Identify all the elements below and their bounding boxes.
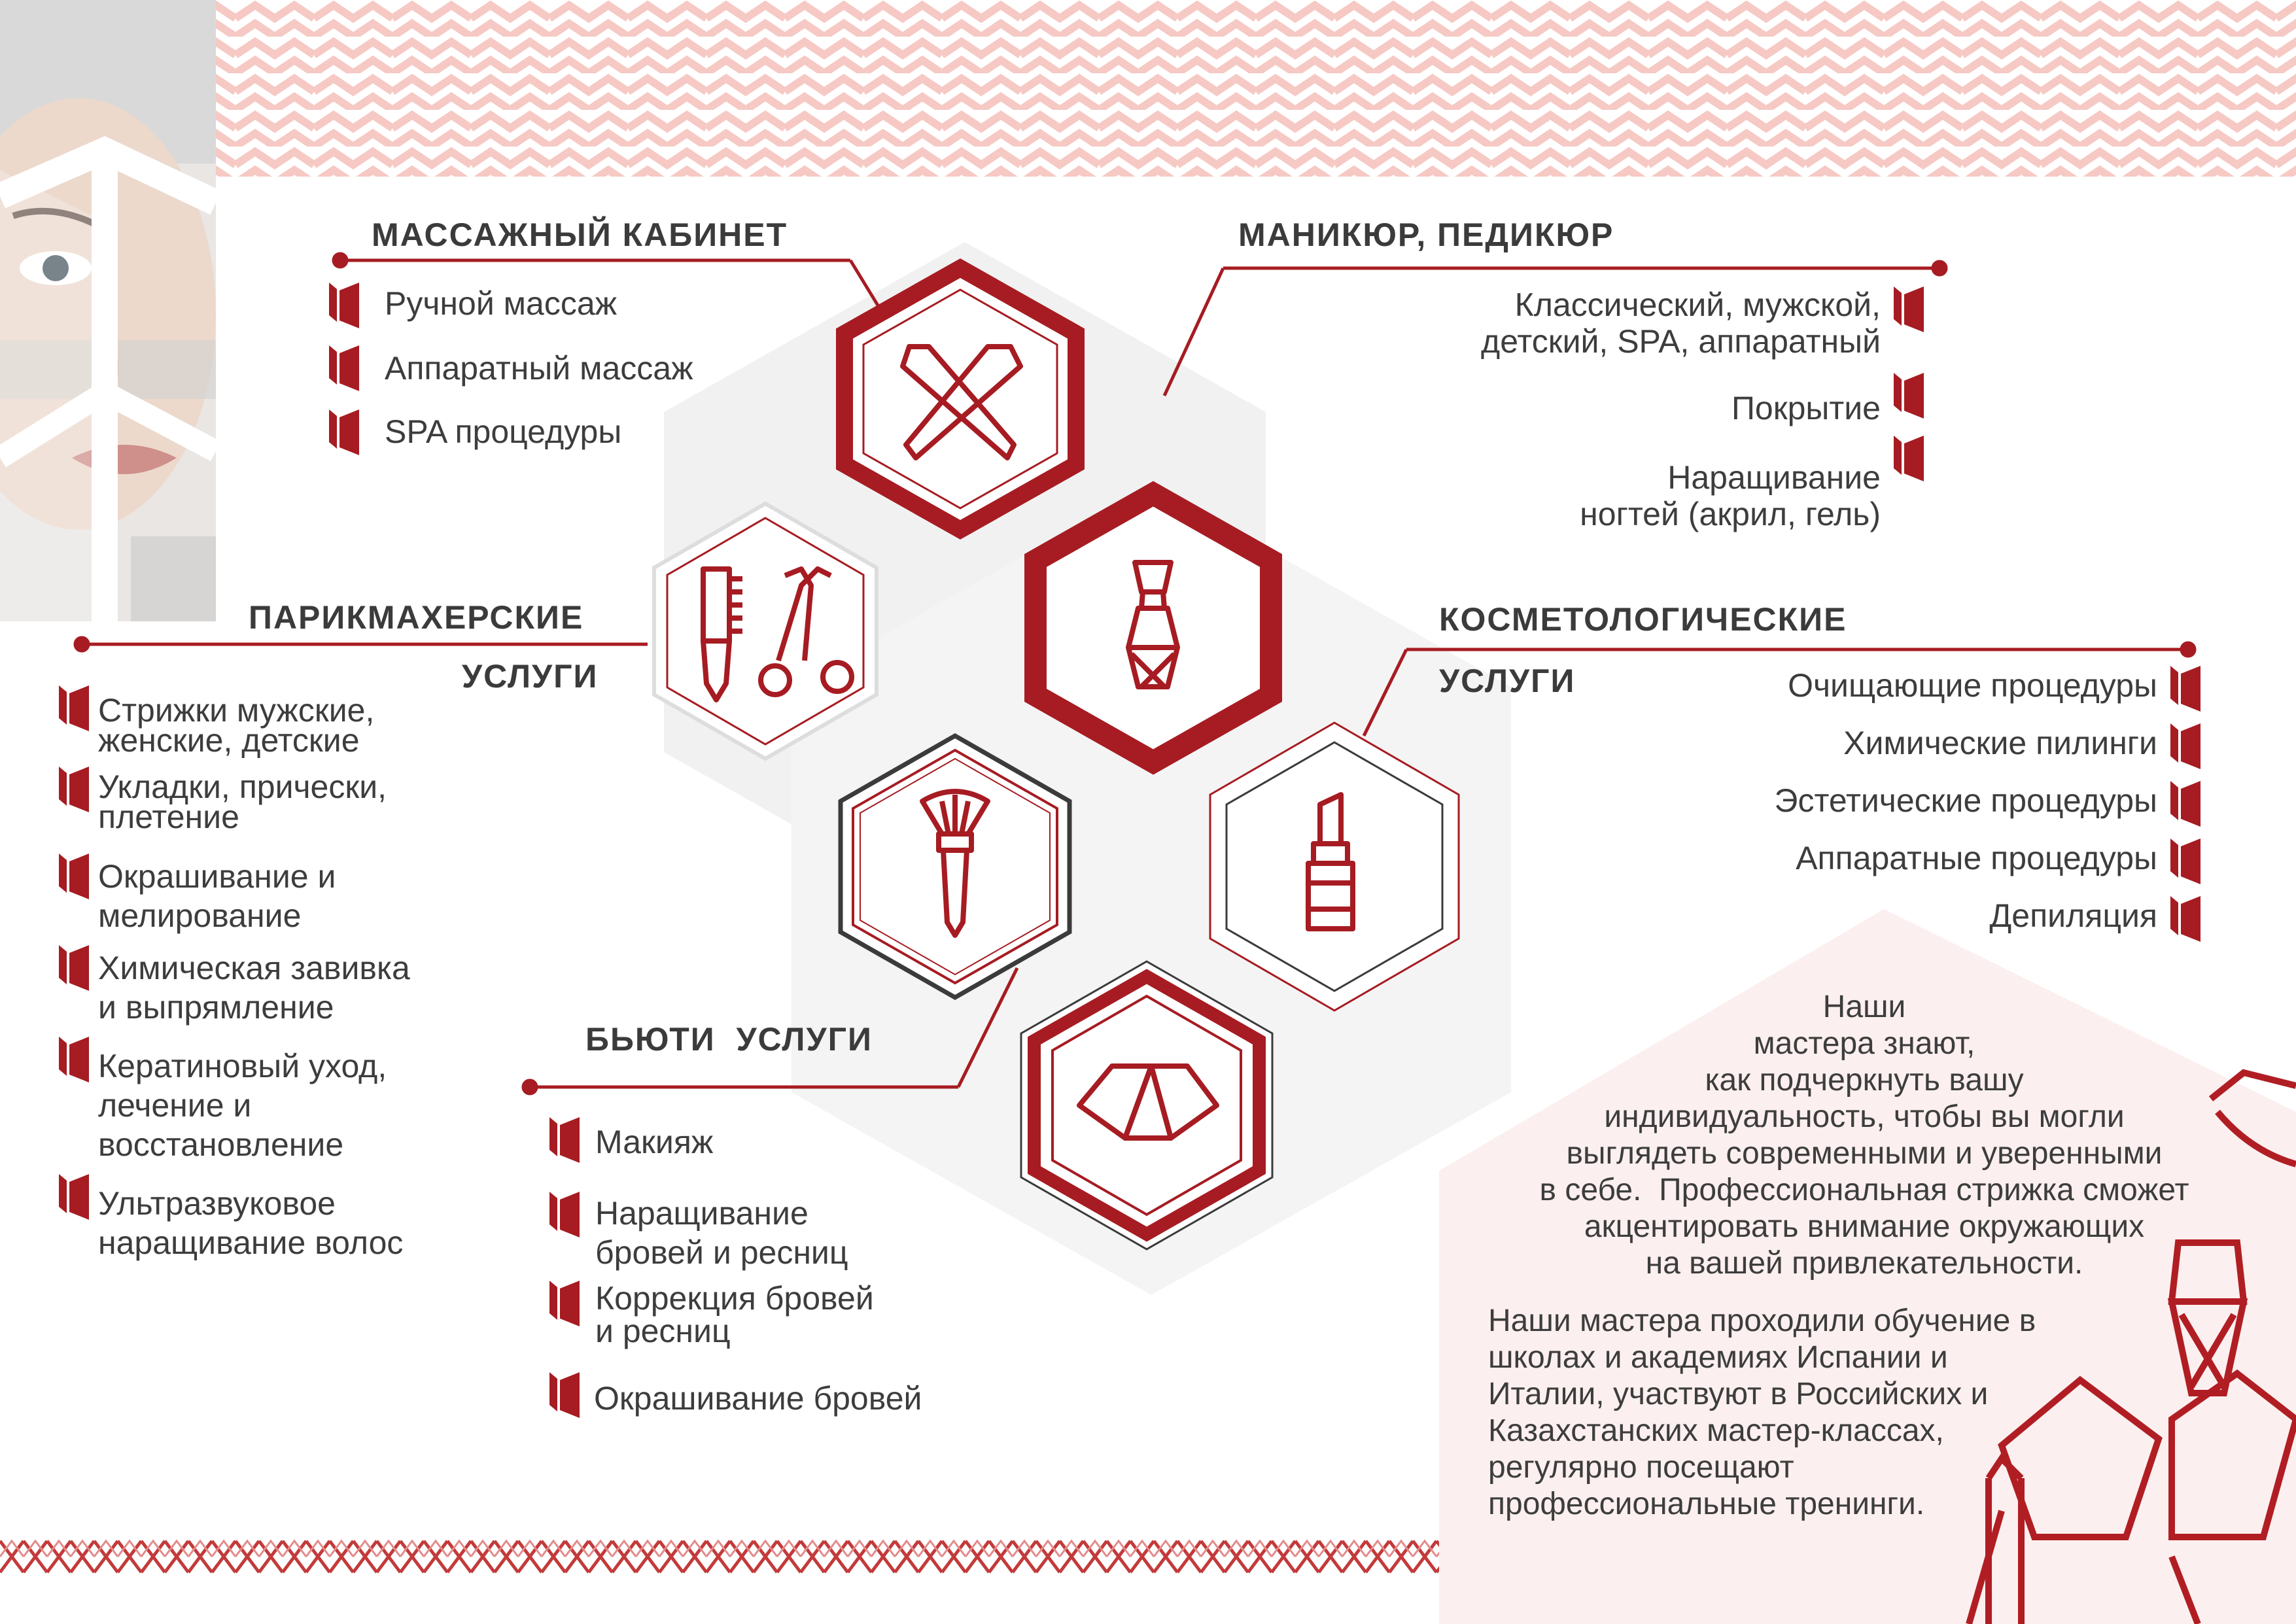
- manicure-item-line: детский, SPA, аппаратный: [1481, 323, 1881, 360]
- massage-item: Аппаратный массаж: [385, 350, 693, 387]
- manicure-item-line: Классический, мужской,: [1514, 286, 1881, 323]
- hair-item: [98, 948, 410, 1027]
- beauty-item-line: и ресниц: [595, 1313, 731, 1349]
- hair-hexagon: [654, 504, 877, 759]
- manicure-item-line: Наращивание: [1667, 459, 1881, 496]
- hair-item-line: Окрашивание и: [98, 858, 336, 895]
- hair-item-line: наращивание волос: [98, 1224, 404, 1261]
- beauty-item: [595, 1282, 874, 1347]
- bullet-marker-icon: [59, 1174, 89, 1220]
- hair-item-line: Ультразвуковое: [98, 1185, 336, 1222]
- bullet-marker-icon: [549, 1117, 580, 1163]
- hair-item-line: плетение: [98, 799, 239, 835]
- about-line: Италии, участвуют в Российских и: [1488, 1377, 1989, 1411]
- cosmetology-item: Эстетические процедуры: [1774, 782, 2157, 819]
- about-line: индивидуальность, чтобы вы могли: [1604, 1099, 2125, 1134]
- bullet-marker-icon: [59, 945, 89, 991]
- cosmetology-item: Очищающие процедуры: [1788, 667, 2157, 704]
- beauty-item-line: Наращивание: [595, 1195, 809, 1232]
- hair-item-line: лечение и: [98, 1087, 252, 1124]
- about-line: Наши мастера проходили обучение в: [1488, 1304, 2036, 1338]
- about-line: регулярно посещают: [1488, 1450, 1794, 1485]
- hair-item-line: женские, детские: [98, 722, 360, 759]
- about-line: Казахстанских мастер-классах,: [1488, 1413, 1944, 1448]
- bullet-marker-icon: [59, 767, 89, 812]
- brush-hexagon: [841, 736, 1070, 997]
- cosmetology-item: Химические пилинги: [1843, 725, 2157, 761]
- about-line: мастера знают,: [1753, 1026, 1975, 1061]
- hair-item-line: и выпрямление: [98, 989, 334, 1026]
- bullet-marker-icon: [1894, 286, 1924, 332]
- hair-item-line: Стрижки мужские,: [98, 692, 375, 729]
- massage-item: Ручной массаж: [385, 285, 617, 322]
- bullet-marker-icon: [2170, 723, 2200, 769]
- manicure-item-line: ногтей (акрил, гель): [1580, 496, 1881, 532]
- bullet-marker-icon: [2170, 896, 2200, 942]
- cosmetology-title-line1: КОСМЕТОЛОГИЧЕСКИЕ: [1439, 601, 1847, 638]
- cosmetology-item: Депиляция: [1989, 897, 2157, 934]
- beauty-item: [595, 1194, 848, 1272]
- hair-item: [98, 1046, 387, 1164]
- about-line: школах и академиях Испании и: [1488, 1340, 1948, 1375]
- bullet-marker-icon: [2170, 781, 2200, 827]
- about-line: на вашей привлекательности.: [1645, 1246, 2083, 1281]
- hair-item-line: Кератиновый уход,: [98, 1048, 387, 1084]
- bullet-marker-icon: [59, 854, 89, 899]
- about-line: профессиональные тренинги.: [1488, 1487, 1925, 1521]
- hair-item: [98, 1184, 403, 1262]
- bullet-marker-icon: [549, 1192, 580, 1237]
- about-line: в себе. Профессиональная стрижка сможет: [1539, 1173, 2189, 1207]
- about-line: акцентировать внимание окружающих: [1584, 1209, 2145, 1244]
- beauty-item: Окрашивание бровей: [594, 1380, 922, 1417]
- massage-item: SPA процедуры: [385, 413, 622, 450]
- bullet-marker-icon: [59, 1037, 89, 1082]
- hair-item-line: восстановление: [98, 1126, 344, 1163]
- bullet-marker-icon: [59, 685, 89, 731]
- about-paragraph-1: [1498, 989, 2231, 1282]
- nails-hexagon: [1035, 494, 1271, 762]
- about-paragraph-2: [1488, 1303, 2208, 1523]
- massage-title: МАССАЖНЫЙ КАБИНЕТ: [372, 216, 788, 253]
- hair-item: [98, 769, 387, 835]
- about-line: выглядеть современными и уверенными: [1566, 1136, 2163, 1171]
- bullet-marker-icon: [1894, 373, 1924, 419]
- hair-item-line: Химическая завивка: [98, 950, 410, 986]
- manicure-item: Покрытие: [1731, 390, 1881, 426]
- bullet-marker-icon: [2170, 838, 2200, 884]
- massage-hexagon: [844, 268, 1076, 530]
- hair-item: [98, 692, 375, 759]
- manicure-item: [1481, 286, 1881, 360]
- bullet-marker-icon: [329, 345, 359, 391]
- beauty-item: Макияж: [595, 1124, 714, 1160]
- beauty-item-line: Коррекция бровей: [595, 1280, 874, 1317]
- beauty-item-line: бровей и ресниц: [595, 1234, 848, 1271]
- about-line: Наши: [1822, 990, 1906, 1024]
- cosmetology-item: Аппаратные процедуры: [1796, 840, 2157, 876]
- bullet-marker-icon: [549, 1281, 580, 1326]
- hair-item: [98, 857, 336, 935]
- manicure-item: [1580, 459, 1881, 532]
- bullet-marker-icon: [2170, 666, 2200, 712]
- beauty-title: БЬЮТИ УСЛУГИ: [585, 1021, 873, 1058]
- bullet-marker-icon: [329, 283, 359, 328]
- cosmetology-title-line2: УСЛУГИ: [1439, 663, 1576, 699]
- lipstick-hexagon: [1210, 723, 1459, 1011]
- bullet-marker-icon: [549, 1372, 580, 1418]
- about-line: как подчеркнуть вашу: [1705, 1063, 2024, 1097]
- manicure-title: МАНИКЮР, ПЕДИКЮР: [1238, 216, 1614, 253]
- brows-hexagon: [1021, 961, 1272, 1249]
- hair-title-line1: ПАРИКМАХЕРСКИЕ: [249, 599, 584, 636]
- bullet-marker-icon: [1894, 436, 1924, 481]
- hair-title-line2: УСЛУГИ: [462, 658, 599, 695]
- hair-item-line: Укладки, прически,: [98, 769, 387, 805]
- bullet-marker-icon: [329, 409, 359, 455]
- hair-item-line: мелирование: [98, 897, 302, 934]
